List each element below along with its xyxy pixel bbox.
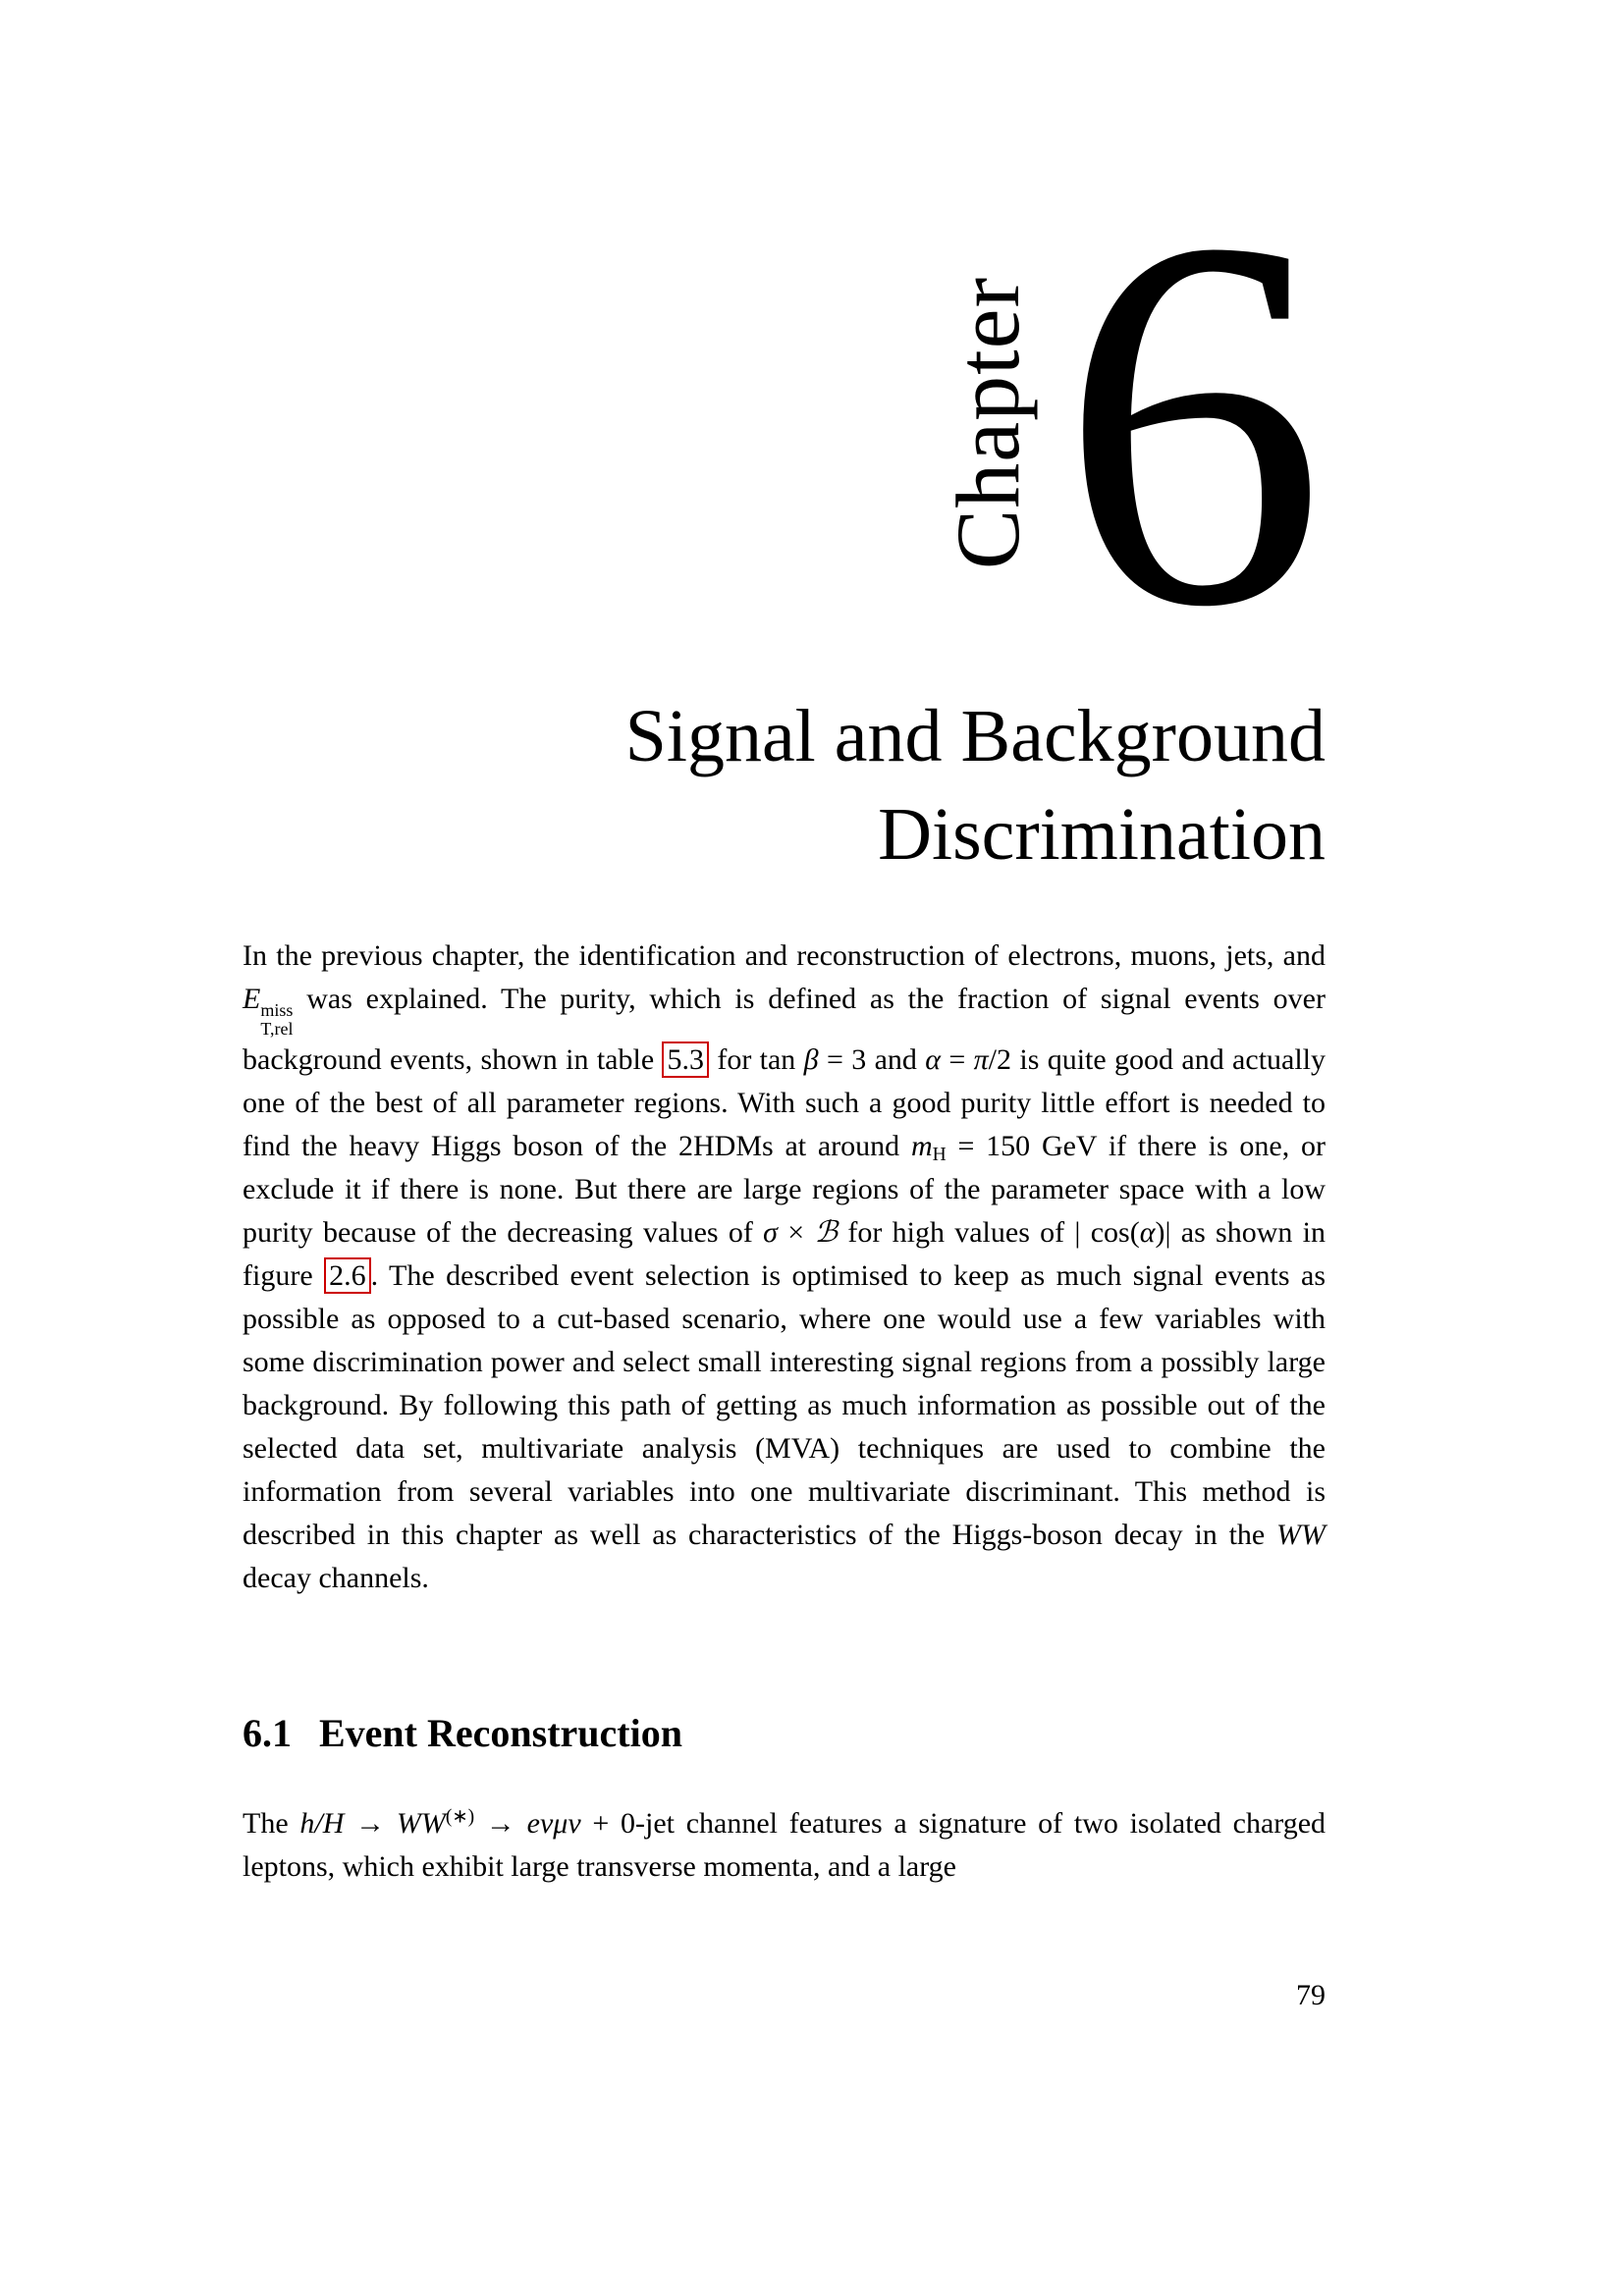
math-symbol: π: [973, 1042, 989, 1076]
math-symbol: WW: [1276, 1518, 1326, 1551]
section-number: 6.1: [243, 1711, 292, 1755]
reference-link[interactable]: 2.6: [324, 1257, 371, 1294]
math-symbol: eνμν: [526, 1807, 581, 1840]
intro-paragraph: In the previous chapter, the identification and reconstruction of electrons, muons, jets, and E miss T,rel was explained. The purity, which is defined as the fraction of signal events over background events, shown in table 5.3 for tan β = 3 and α = π/2 is quite good and actually one of the best of all parameter regions. With such a good purity little effort is needed to find the heavy Higgs boson of the 2HDMs at around $m_H = 150$ GeV if there is one, or exclude it if there is none. But there are large regions of the parameter space with a low purity because of the decreasing values of σ × ℬ for high values of | cos(α)| as shown in figure 2.6 . The described event selection is optimised to keep as much signal events as possible as opposed to a cut-based scenario, where one would use a few variables with some discrimination power and select small interesting signal regions from a possibly large background. By following this path of getting as much information as possible out of the selected data set, multivariate analysis (MVA) techniques are used to combine the information from several variables into one multivariate discriminant. This method is described in this chapter as well as characteristics of the Higgs-boson decay in the WW decay channels.: [243, 939, 1326, 1594]
event-reconstruction-paragraph: The h/H → WW(∗) → eνμν + 0-jet channel features a signature of two isolated charged leptons, which exhibit large transverse momenta, and a large: [243, 1806, 1326, 1883]
chapter-number: 6: [1060, 129, 1326, 716]
math-symbol: ℬ: [814, 1215, 839, 1249]
reference-link[interactable]: 5.3: [662, 1041, 709, 1078]
chapter-label: Chapter: [938, 276, 1038, 569]
math-symbol: σ: [763, 1215, 778, 1249]
chapter-title: Signal and Background Discrimination: [624, 695, 1326, 877]
math-symbol: α: [1139, 1215, 1156, 1249]
math-symbol: $m_H$: [910, 1129, 947, 1165]
math-symbol: β: [803, 1042, 819, 1076]
section-title: Event Reconstruction: [319, 1711, 682, 1755]
page-number: 79: [1296, 1979, 1326, 2011]
math-symbol: h/H: [299, 1807, 345, 1840]
chapter-mark: [243, 129, 1326, 716]
math-symbol: α: [925, 1042, 942, 1076]
math-symbol: WW(∗): [396, 1806, 475, 1840]
section-heading: [243, 1710, 1326, 1756]
chapter-word-box: [929, 222, 1047, 624]
math-symbol-stacked: E miss T,rel: [243, 983, 294, 1039]
